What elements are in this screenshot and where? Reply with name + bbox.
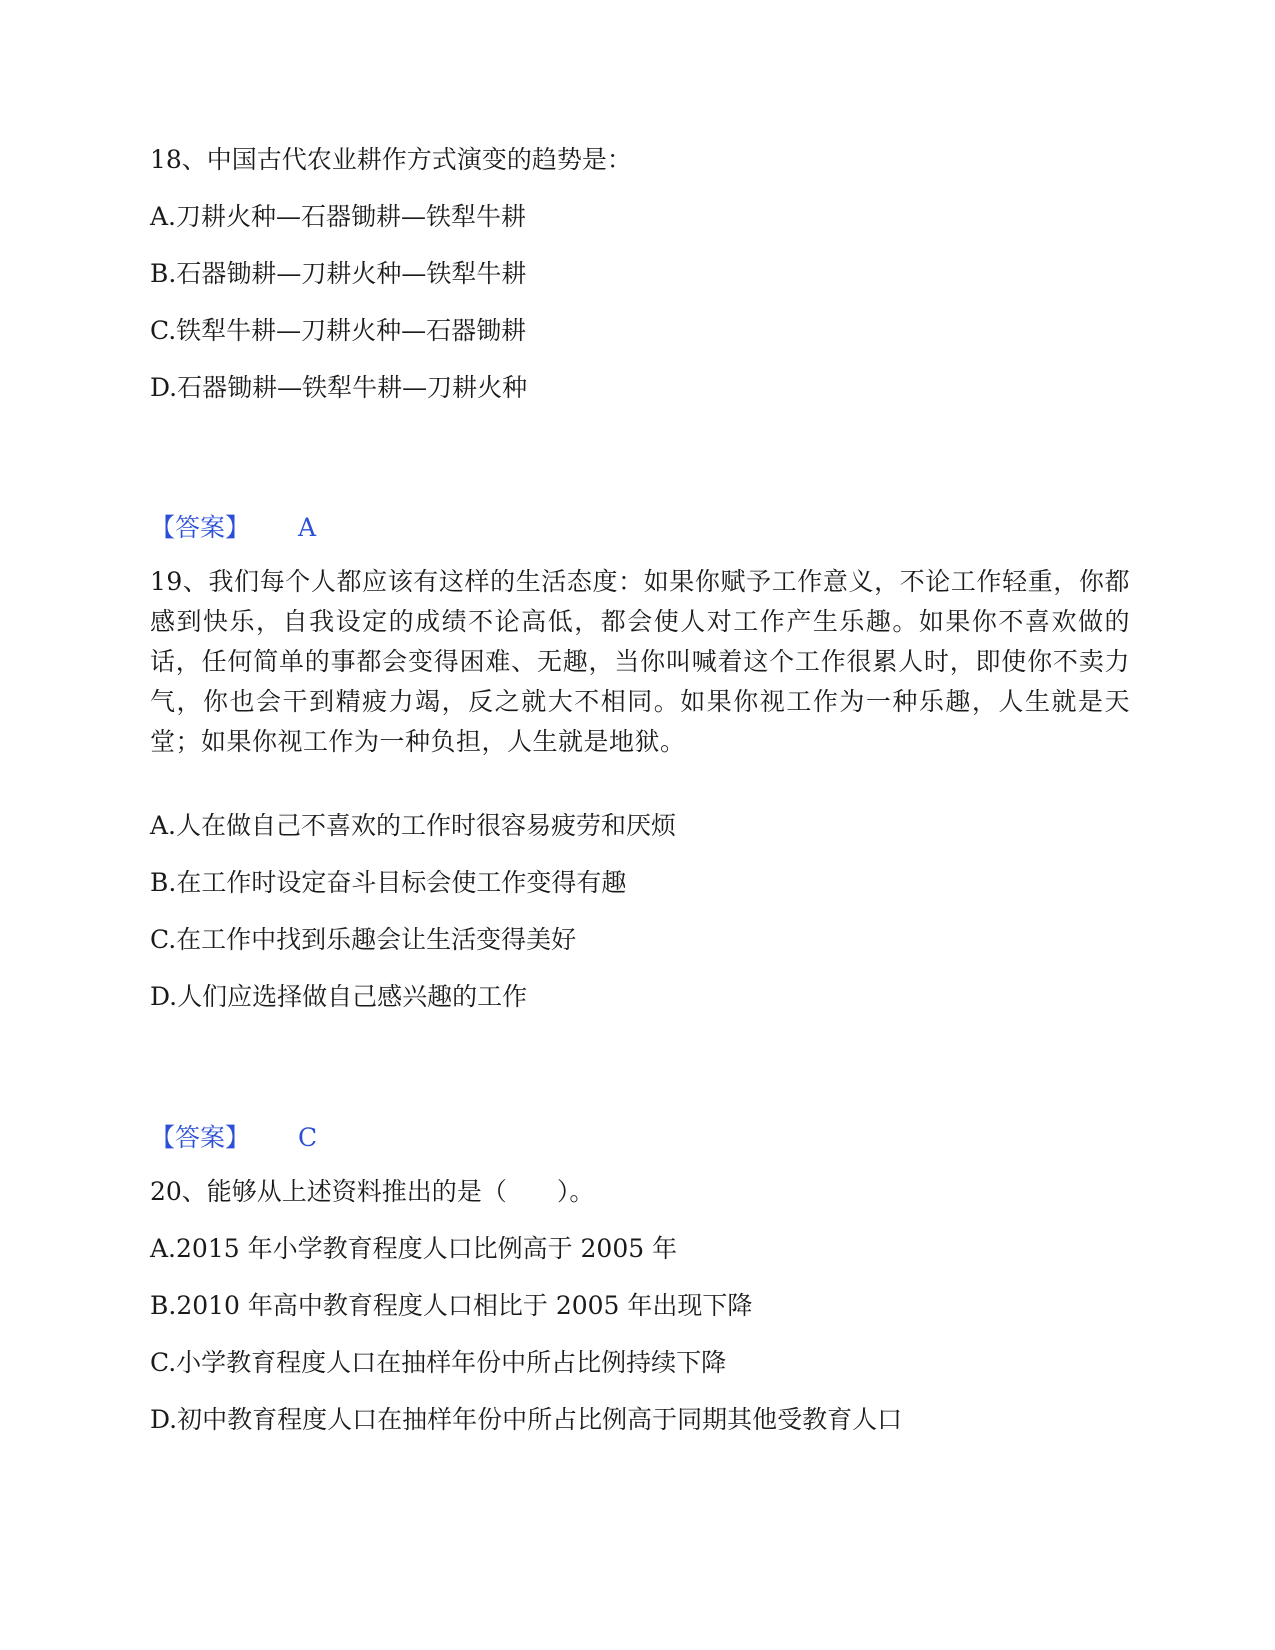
option-d: D.初中教育程度人口在抽样年份中所占比例高于同期其他受教育人口: [150, 1405, 903, 1434]
option-d: D.人们应选择做自己感兴趣的工作: [150, 982, 528, 1011]
answer-label: 【答案】: [150, 1123, 251, 1152]
option-b: B.石器锄耕—刀耕火种—铁犁牛耕: [150, 259, 527, 288]
question-20: [150, 1172, 1130, 1457]
question-19: [150, 562, 1130, 1034]
question-stem: 19、我们每个人都应该有这样的生活态度：如果你赋予工作意义，不论工作轻重，你都感到快乐，自我设定的成绩不论高低，都会使人对工作产生乐趣。如果你不喜欢做的话，任何简单的事都会变得困难、无趣，当你叫喊着这个工作很累人时，即使你不卖力气，你也会干到精疲力竭，反之就大不相同。如果你视工作为一种乐趣，人生就是天堂；如果你视工作为一种负担，人生就是地狱。: [150, 567, 1130, 756]
option-a: A.人在做自己不喜欢的工作时很容易疲劳和厌烦: [150, 811, 677, 840]
answer-18: [150, 508, 1130, 548]
option-d: D.石器锄耕—铁犁牛耕—刀耕火种: [150, 373, 528, 402]
option-c: C.在工作中找到乐趣会让生活变得美好: [150, 925, 577, 954]
question-stem: 20、能够从上述资料推出的是（ ）。: [150, 1177, 595, 1206]
option-a: A.2015 年小学教育程度人口比例高于 2005 年: [150, 1234, 678, 1263]
answer-value: C: [298, 1123, 318, 1152]
question-stem: 18、中国古代农业耕作方式演变的趋势是：: [150, 145, 632, 174]
answer-value: A: [298, 513, 317, 542]
answer-19: [150, 1118, 1130, 1158]
question-18: [150, 140, 1130, 425]
option-b: B.在工作时设定奋斗目标会使工作变得有趣: [150, 868, 627, 897]
option-a: A.刀耕火种—石器锄耕—铁犁牛耕: [150, 202, 527, 231]
answer-label: 【答案】: [150, 513, 251, 542]
option-c: C.铁犁牛耕—刀耕火种—石器锄耕: [150, 316, 527, 345]
option-b: B.2010 年高中教育程度人口相比于 2005 年出现下降: [150, 1291, 753, 1320]
option-c: C.小学教育程度人口在抽样年份中所占比例持续下降: [150, 1348, 727, 1377]
